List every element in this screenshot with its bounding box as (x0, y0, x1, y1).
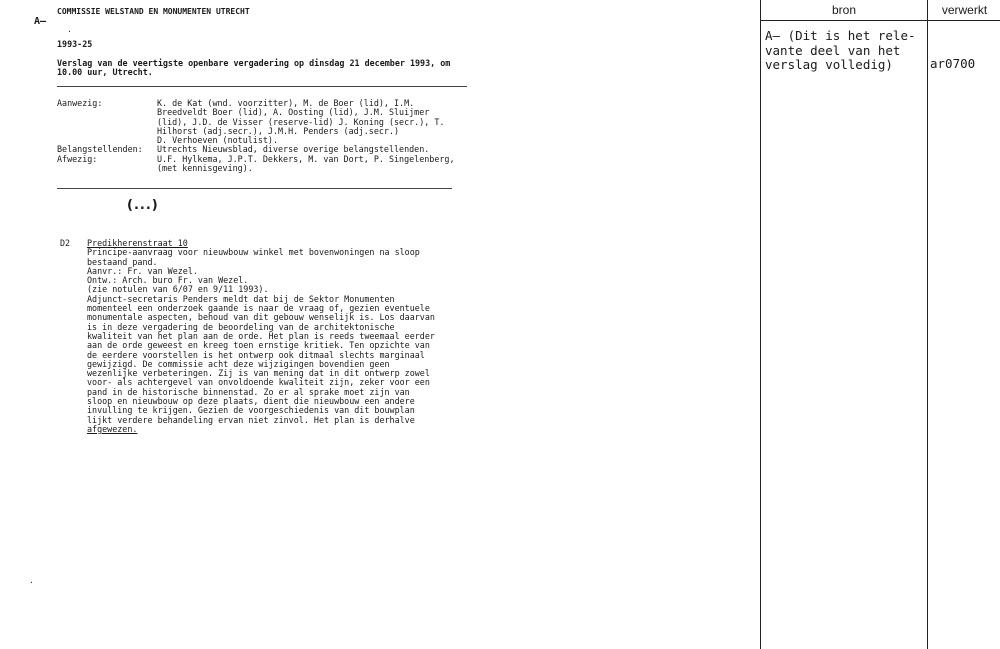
verwerkt-code: ar0700 (930, 56, 976, 71)
item-line: voor- als achtergevel van onvoldoende kwaliteit zijn, zeker voor een (87, 377, 430, 388)
margin-mark: A– (34, 16, 47, 27)
bottom-mark: · (29, 578, 34, 587)
item-body (87, 248, 437, 425)
item-line: monumentale aspecten, behoud van dit gebouw wenselijk is. Los daarvan (87, 312, 435, 323)
item-line: bestaand pand. (87, 256, 158, 267)
meeting-reference: 1993-25 (57, 39, 93, 49)
item-number: D2 (60, 238, 71, 248)
agenda-item (87, 239, 437, 434)
attendance-text: K. de Kat (wnd. voorzitter), M. de Boer (lid), I.M. Breedveldt Boer (lid), A. Oosting (lid), J.M. Sluijmer (lid), J.D. de Visser (reserve-lid) J. Koning (secr.), T. Hilhorst (adj.secr.), J.M.H. Penders (adj.secr.) D. Verhoeven (notulist). (157, 98, 445, 146)
divider-top (57, 86, 467, 87)
attendance-row-present (57, 99, 477, 145)
small-mark: · (67, 27, 72, 36)
item-line: invulling te krijgen. Gezien de voorgeschiedenis van dit bouwplan (87, 405, 415, 416)
source-table (760, 0, 1000, 649)
table-header (761, 0, 1000, 21)
item-line: gewijzigd. De commissie acht deze wijzigingen bovendien geen (87, 358, 390, 369)
header-verwerkt: verwerkt (941, 3, 988, 17)
item-line: Adjunct-secretaris Penders meldt dat bij de Sektor Monumenten (87, 293, 395, 304)
omission-ellipsis: (...) (127, 198, 159, 213)
item-heading: Predikherenstraat 10 (87, 238, 188, 248)
attendance-text: Utrechts Nieuwsblad, diverse overige belangstellenden. (157, 144, 430, 155)
item-line: Principe-aanvraag voor nieuwbouw winkel met bovenwoningen na sloop (87, 247, 420, 258)
item-line: lijkt verdere behandeling ervan niet zinvol. Het plan is derhalve (87, 414, 415, 425)
item-line: Aanvr.: Fr. van Wezel. (87, 265, 198, 276)
item-line: momenteel een onderzoek gaande is naar de vraag of, gezien eventuele (87, 303, 430, 314)
attendance-label: Afwezig: (57, 153, 98, 164)
attendance-row-absent (57, 155, 477, 174)
item-line: is in deze vergadering de beoordeling van de architektonische (87, 321, 395, 332)
item-line: Ontw.: Arch. buro Fr. van Wezel. (87, 275, 249, 286)
organization-name: COMMISSIE WELSTAND EN MONUMENTEN UTRECHT (57, 7, 250, 16)
bron-note: A– (Dit is het rele- vante deel van het verslag volledig) (765, 28, 916, 72)
attendance-text: U.F. Hylkema, J.P.T. Dekkers, M. van Dort, P. Singelenberg, (met kennisgeving). (157, 153, 455, 174)
column-divider (927, 21, 928, 649)
header-bron: bron (761, 0, 928, 20)
item-line: kwaliteit van het plan aan de orde. Het plan is reeds tweemaal eerder (87, 330, 435, 341)
divider-bottom (57, 188, 452, 189)
attendance-label: Aanwezig: (57, 98, 103, 108)
item-line: aan de orde geweest en kreeg toen ernstige kritiek. Ten opzichte van (87, 340, 430, 351)
attendance-block (57, 99, 477, 173)
item-line: (zie notulen van 6/07 en 9/11 1993). (87, 284, 269, 295)
item-line: wezenlijke verbeteringen. Zij is van mening dat in dit ontwerp zowel (87, 368, 430, 379)
attendance-label: Belangstellenden: (57, 144, 143, 155)
item-line: sloop en nieuwbouw op deze plaats, dient die nieuwbouw een andere (87, 396, 415, 407)
item-line: de eerdere voorstellen is het ontwerp ook ditmaal slechts marginaal (87, 349, 425, 360)
item-decision: afgewezen. (87, 423, 138, 434)
document-title: Verslag van de veertigste openbare vergadering op dinsdag 21 december 1993, om 10.00 uur, Utrecht. (57, 58, 451, 78)
item-line: pand in de historische binnenstad. Zo er al sprake moet zijn van (87, 386, 410, 397)
